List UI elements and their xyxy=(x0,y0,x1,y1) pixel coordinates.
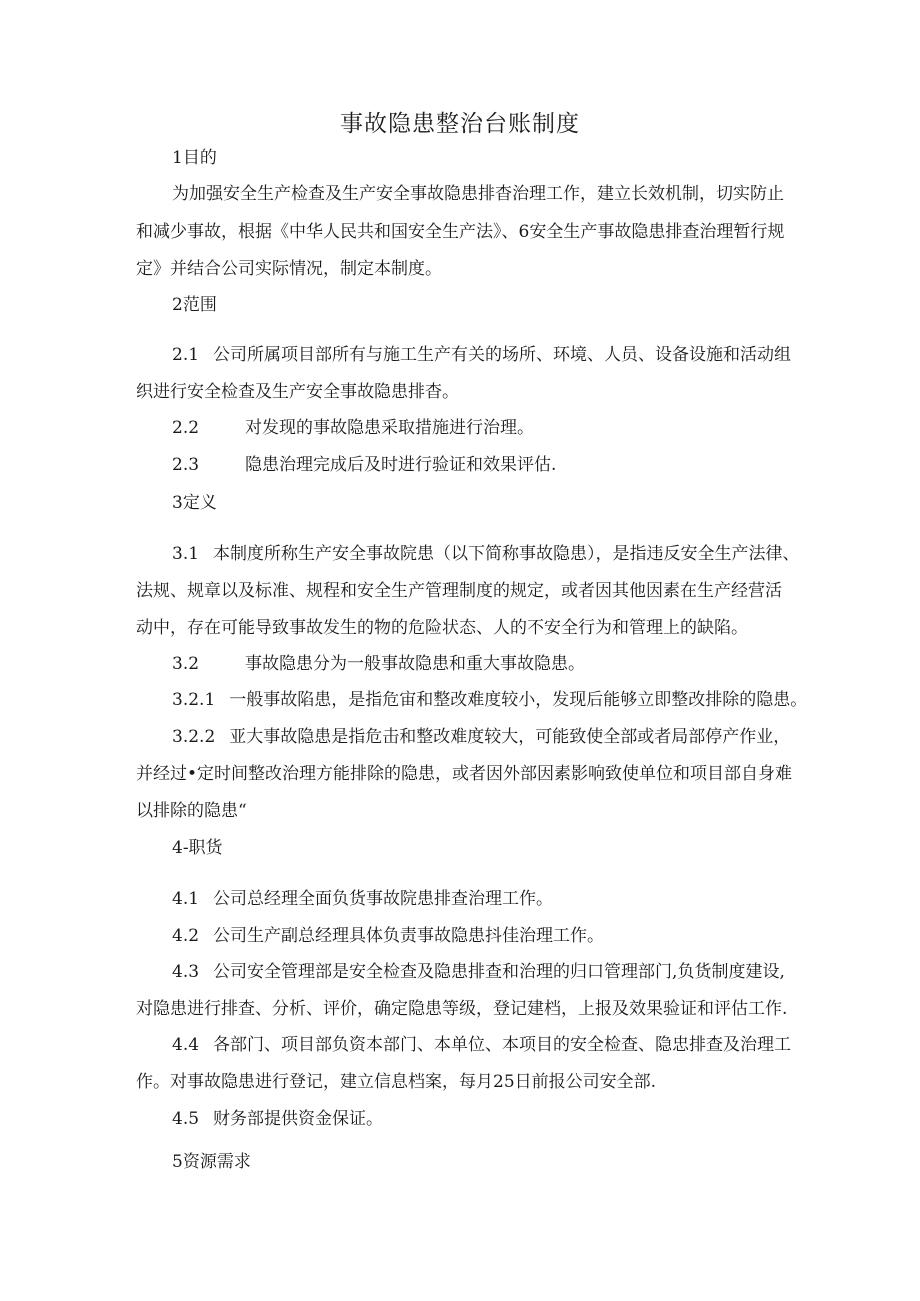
clause-text: 对发现的事故隐患采取措施进行治理。 xyxy=(245,418,535,438)
clause-number: 4.1 xyxy=(172,889,200,909)
clause-text: 亚大事故隐患是指危击和整改难度较大，可能致使全部或者局部停产作业， xyxy=(229,727,791,747)
clause-text: 公司安全管理部是安全检查及隐患排查和治理的归口管理部门,负货制度建设, xyxy=(213,962,785,982)
section-1-line-3: 定》并结合公司实际情况，制定本制度。 xyxy=(136,259,442,279)
clause-3-2-2 xyxy=(172,726,790,748)
clause-number: 3.2 xyxy=(172,654,200,674)
clause-4-4-line-2: 作。对事故隐患进行登记，建立信息档案，每月25日前报公司安全部. xyxy=(136,1072,657,1092)
clause-text: 各部门、项目部负资本部门、本单位、本项目的安全检查、隐忠排查及治理工 xyxy=(213,1035,792,1055)
clause-number: 4.3 xyxy=(172,962,200,982)
clause-4-5 xyxy=(172,1108,383,1130)
clause-4-3 xyxy=(172,961,785,983)
clause-3-1-line-3: 动中，存在可能导致事故发生的物的危险状态、人的不安全行为和管理上的缺陷。 xyxy=(136,618,748,638)
clause-number: 3.2.1 xyxy=(172,690,216,710)
clause-3-1-line-2: 法规、规章以及标准、规程和安全生产管理制度的规定，或者因其他因素在生产经营活 xyxy=(136,581,782,601)
clause-4-2 xyxy=(172,925,604,947)
clause-text: 公司生产副总经理具体负责事故隐患抖佳治理工作。 xyxy=(213,926,605,946)
clause-number: 2.1 xyxy=(172,345,200,365)
clause-text: 隐患治理完成后及时进行验证和效果评估. xyxy=(245,455,557,475)
clause-text: 公司所属项目部所有与施工生产有关的场所、环境、人员、设备设施和活动组 xyxy=(213,345,792,365)
clause-number: 2.2 xyxy=(172,418,200,438)
clause-3-2-2-line-3: 以排除的隐患“ xyxy=(136,801,247,821)
clause-3-2-2-line-2: 并经过•定时间整改治理方能排除的隐患，或者因外部因素影响致使单位和项目部自身难 xyxy=(136,764,793,784)
section-4-heading: 4-职货 xyxy=(172,838,223,858)
clause-3-2 xyxy=(172,653,585,675)
clause-4-1 xyxy=(172,888,553,910)
clause-number: 3.1 xyxy=(172,544,200,564)
document-title: 事故隐患整治台账制度 xyxy=(340,111,580,137)
clause-number: 2.3 xyxy=(172,455,200,475)
clause-4-4 xyxy=(172,1034,791,1056)
section-1-heading: 1目的 xyxy=(172,148,217,168)
section-5-heading: 5资源需求 xyxy=(172,1152,251,1172)
clause-text: 本制度所称生产安全事故院患（以下简称事故隐患），是指违反安全生产法律、 xyxy=(213,544,800,564)
clause-number: 3.2.2 xyxy=(172,727,216,747)
clause-number: 4.2 xyxy=(172,926,200,946)
section-3-heading: 3定义 xyxy=(172,493,217,513)
section-1-line-2: 和减少事故，根据《中华人民共和国安全生产法》、6安全生产事故隐患排查治理暂行规 xyxy=(136,222,785,242)
clause-text: 一般事故陷患，是指危宙和整改难度较小，发现后能够立即整改排除的隐患。 xyxy=(229,690,808,710)
clause-text: 财务部提供资金保证。 xyxy=(213,1109,384,1129)
clause-text: 公司总经理全面负货事故院患排查治理工作。 xyxy=(213,889,554,909)
section-2-heading: 2范围 xyxy=(172,295,217,315)
clause-number: 4.5 xyxy=(172,1109,200,1129)
clause-3-1 xyxy=(172,543,800,565)
clause-3-2-1 xyxy=(172,689,807,711)
clause-text: 事故隐患分为一般事故隐患和重大事故隐患。 xyxy=(245,654,586,674)
clause-2-1 xyxy=(172,344,791,366)
clause-4-3-line-2: 对隐患进行排查、分析、评价，确定隐患等级，登记建档，上报及效果验证和评估工作. xyxy=(136,999,788,1019)
clause-2-2 xyxy=(172,417,534,439)
section-1-line-1: 为加强安全生产检查及生产安全事故隐患排杳治理工作，建立长效机制，切实防止 xyxy=(172,184,784,204)
clause-2-3 xyxy=(172,454,556,476)
clause-2-1-line-2: 织进行安全检查及生产安全事故隐患排杳。 xyxy=(136,382,459,402)
clause-number: 4.4 xyxy=(172,1035,200,1055)
